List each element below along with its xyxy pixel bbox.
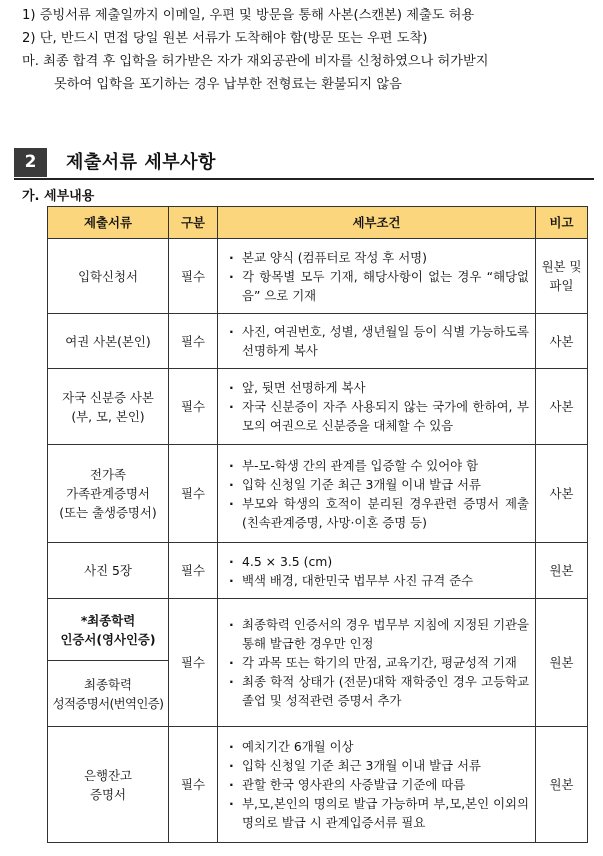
note-line-3: 마. 최종 합격 후 입학을 허가받은 자가 재외공관에 비자를 신청하였으나 허가받지 [22, 54, 489, 69]
conditions-cell [218, 445, 536, 543]
section-number: 2 [14, 148, 47, 177]
documents-table [47, 206, 588, 843]
table-row [48, 727, 588, 843]
header-kind: 구분 [169, 207, 218, 239]
kind-cell: 필수 [169, 314, 218, 369]
doc-cell: 자국 신분증 사본 (부, 모, 본인) [48, 369, 169, 445]
conditions-cell [218, 543, 536, 599]
note-cell: 사본 [536, 314, 588, 369]
condition-item: · 각 항목별 모두 기재, 해당사항이 없는 경우 “해당없음” 으로 기재 [228, 267, 529, 305]
note-cell: 원본 [536, 727, 588, 843]
conditions-cell [218, 369, 536, 445]
doc-cell: *최종학력 인증서(영사인증) [48, 599, 169, 661]
kind-cell: 필수 [169, 727, 218, 843]
condition-item: · 각 과목 또는 학기의 만점, 교육기간, 평균성적 기재 [228, 653, 529, 672]
header-conditions: 세부조건 [218, 207, 536, 239]
kind-cell: 필수 [169, 239, 218, 314]
doc-cell: 최종학력 성적증명서(번역인증) [48, 661, 169, 727]
condition-item: · 최종 학적 상태가 (전문)대학 재학중인 경우 고등학교 졸업 및 성적관련 증명서 추가 [228, 672, 529, 710]
doc-cell: 전가족 가족관계증명서 (또는 출생증명서) [48, 445, 169, 543]
condition-item: · 부-모-학생 간의 관계를 입증할 수 있어야 함 [228, 456, 529, 475]
section-title: 제출서류 세부사항 [66, 152, 216, 173]
kind-cell: 필수 [169, 543, 218, 599]
subsection-title: 가. 세부내용 [22, 189, 95, 204]
condition-item: · 4.5 × 3.5 (cm) [228, 552, 529, 571]
doc-cell: 사진 5장 [48, 543, 169, 599]
condition-item: · 자국 신분증이 자주 사용되지 않는 국가에 한하여, 부모의 여권으로 신분증을 대체할 수 있음 [228, 397, 529, 435]
note-line-4: 못하여 입학을 포기하는 경우 납부한 전형료는 환불되지 않음 [54, 77, 402, 92]
note-cell: 사본 [536, 369, 588, 445]
conditions-cell [218, 599, 536, 727]
note-cell: 원본 [536, 599, 588, 727]
table-row [48, 445, 588, 543]
doc-cell: 여권 사본(본인) [48, 314, 169, 369]
kind-cell: 필수 [169, 599, 218, 727]
condition-item: · 본교 양식 (컴퓨터로 작성 후 서명) [228, 248, 529, 267]
condition-item: · 백색 배경, 대한민국 법무부 사진 규격 준수 [228, 571, 529, 590]
kind-cell: 필수 [169, 369, 218, 445]
condition-item: · 입학 신청일 기준 최근 3개월 이내 발급 서류 [228, 756, 529, 775]
conditions-cell [218, 239, 536, 314]
conditions-cell [218, 727, 536, 843]
note-cell: 사본 [536, 445, 588, 543]
note-cell: 원본 [536, 543, 588, 599]
condition-item: · 예치기간 6개월 이상 [228, 737, 529, 756]
kind-cell: 필수 [169, 445, 218, 543]
condition-item: · 최종학력 인증서의 경우 법무부 지침에 지정된 기관을 통해 발급한 경우만 인정 [228, 615, 529, 653]
condition-item: · 사진, 여권번호, 성별, 생년월일 등이 식별 가능하도록 선명하게 복사 [228, 322, 529, 360]
conditions-cell [218, 314, 536, 369]
header-note: 비고 [536, 207, 588, 239]
note-cell: 원본 및 파일 [536, 239, 588, 314]
section-divider [14, 178, 594, 180]
note-line-2: 2) 단, 반드시 면접 당일 원본 서류가 도착해야 함(방문 또는 우편 도착) [22, 31, 428, 46]
condition-item: · 입학 신청일 기준 최근 3개월 이내 발급 서류 [228, 475, 529, 494]
condition-item: · 관할 한국 영사관의 사증발급 기준에 따름 [228, 775, 529, 794]
table-row [48, 314, 588, 369]
condition-item: · 앞, 뒷면 선명하게 복사 [228, 378, 529, 397]
table-row [48, 543, 588, 599]
table-header-row [48, 207, 588, 239]
table-row [48, 369, 588, 445]
condition-item: · 부,모,본인의 명의로 발급 가능하며 부,모,본인 이외의 명의로 발급 시 관계입증서류 필요 [228, 794, 529, 832]
condition-item: · 부모와 학생의 호적이 분리된 경우관련 증명서 제출(친속관계증명, 사망·이혼 증명 등) [228, 494, 529, 532]
table-row [48, 239, 588, 314]
table-row [48, 599, 588, 661]
header-document: 제출서류 [48, 207, 169, 239]
note-line-1: 1) 증빙서류 제출일까지 이메일, 우편 및 방문을 통해 사본(스캔본) 제출도 허용 [22, 8, 475, 23]
doc-cell: 입학신청서 [48, 239, 169, 314]
doc-cell: 은행잔고 증명서 [48, 727, 169, 843]
